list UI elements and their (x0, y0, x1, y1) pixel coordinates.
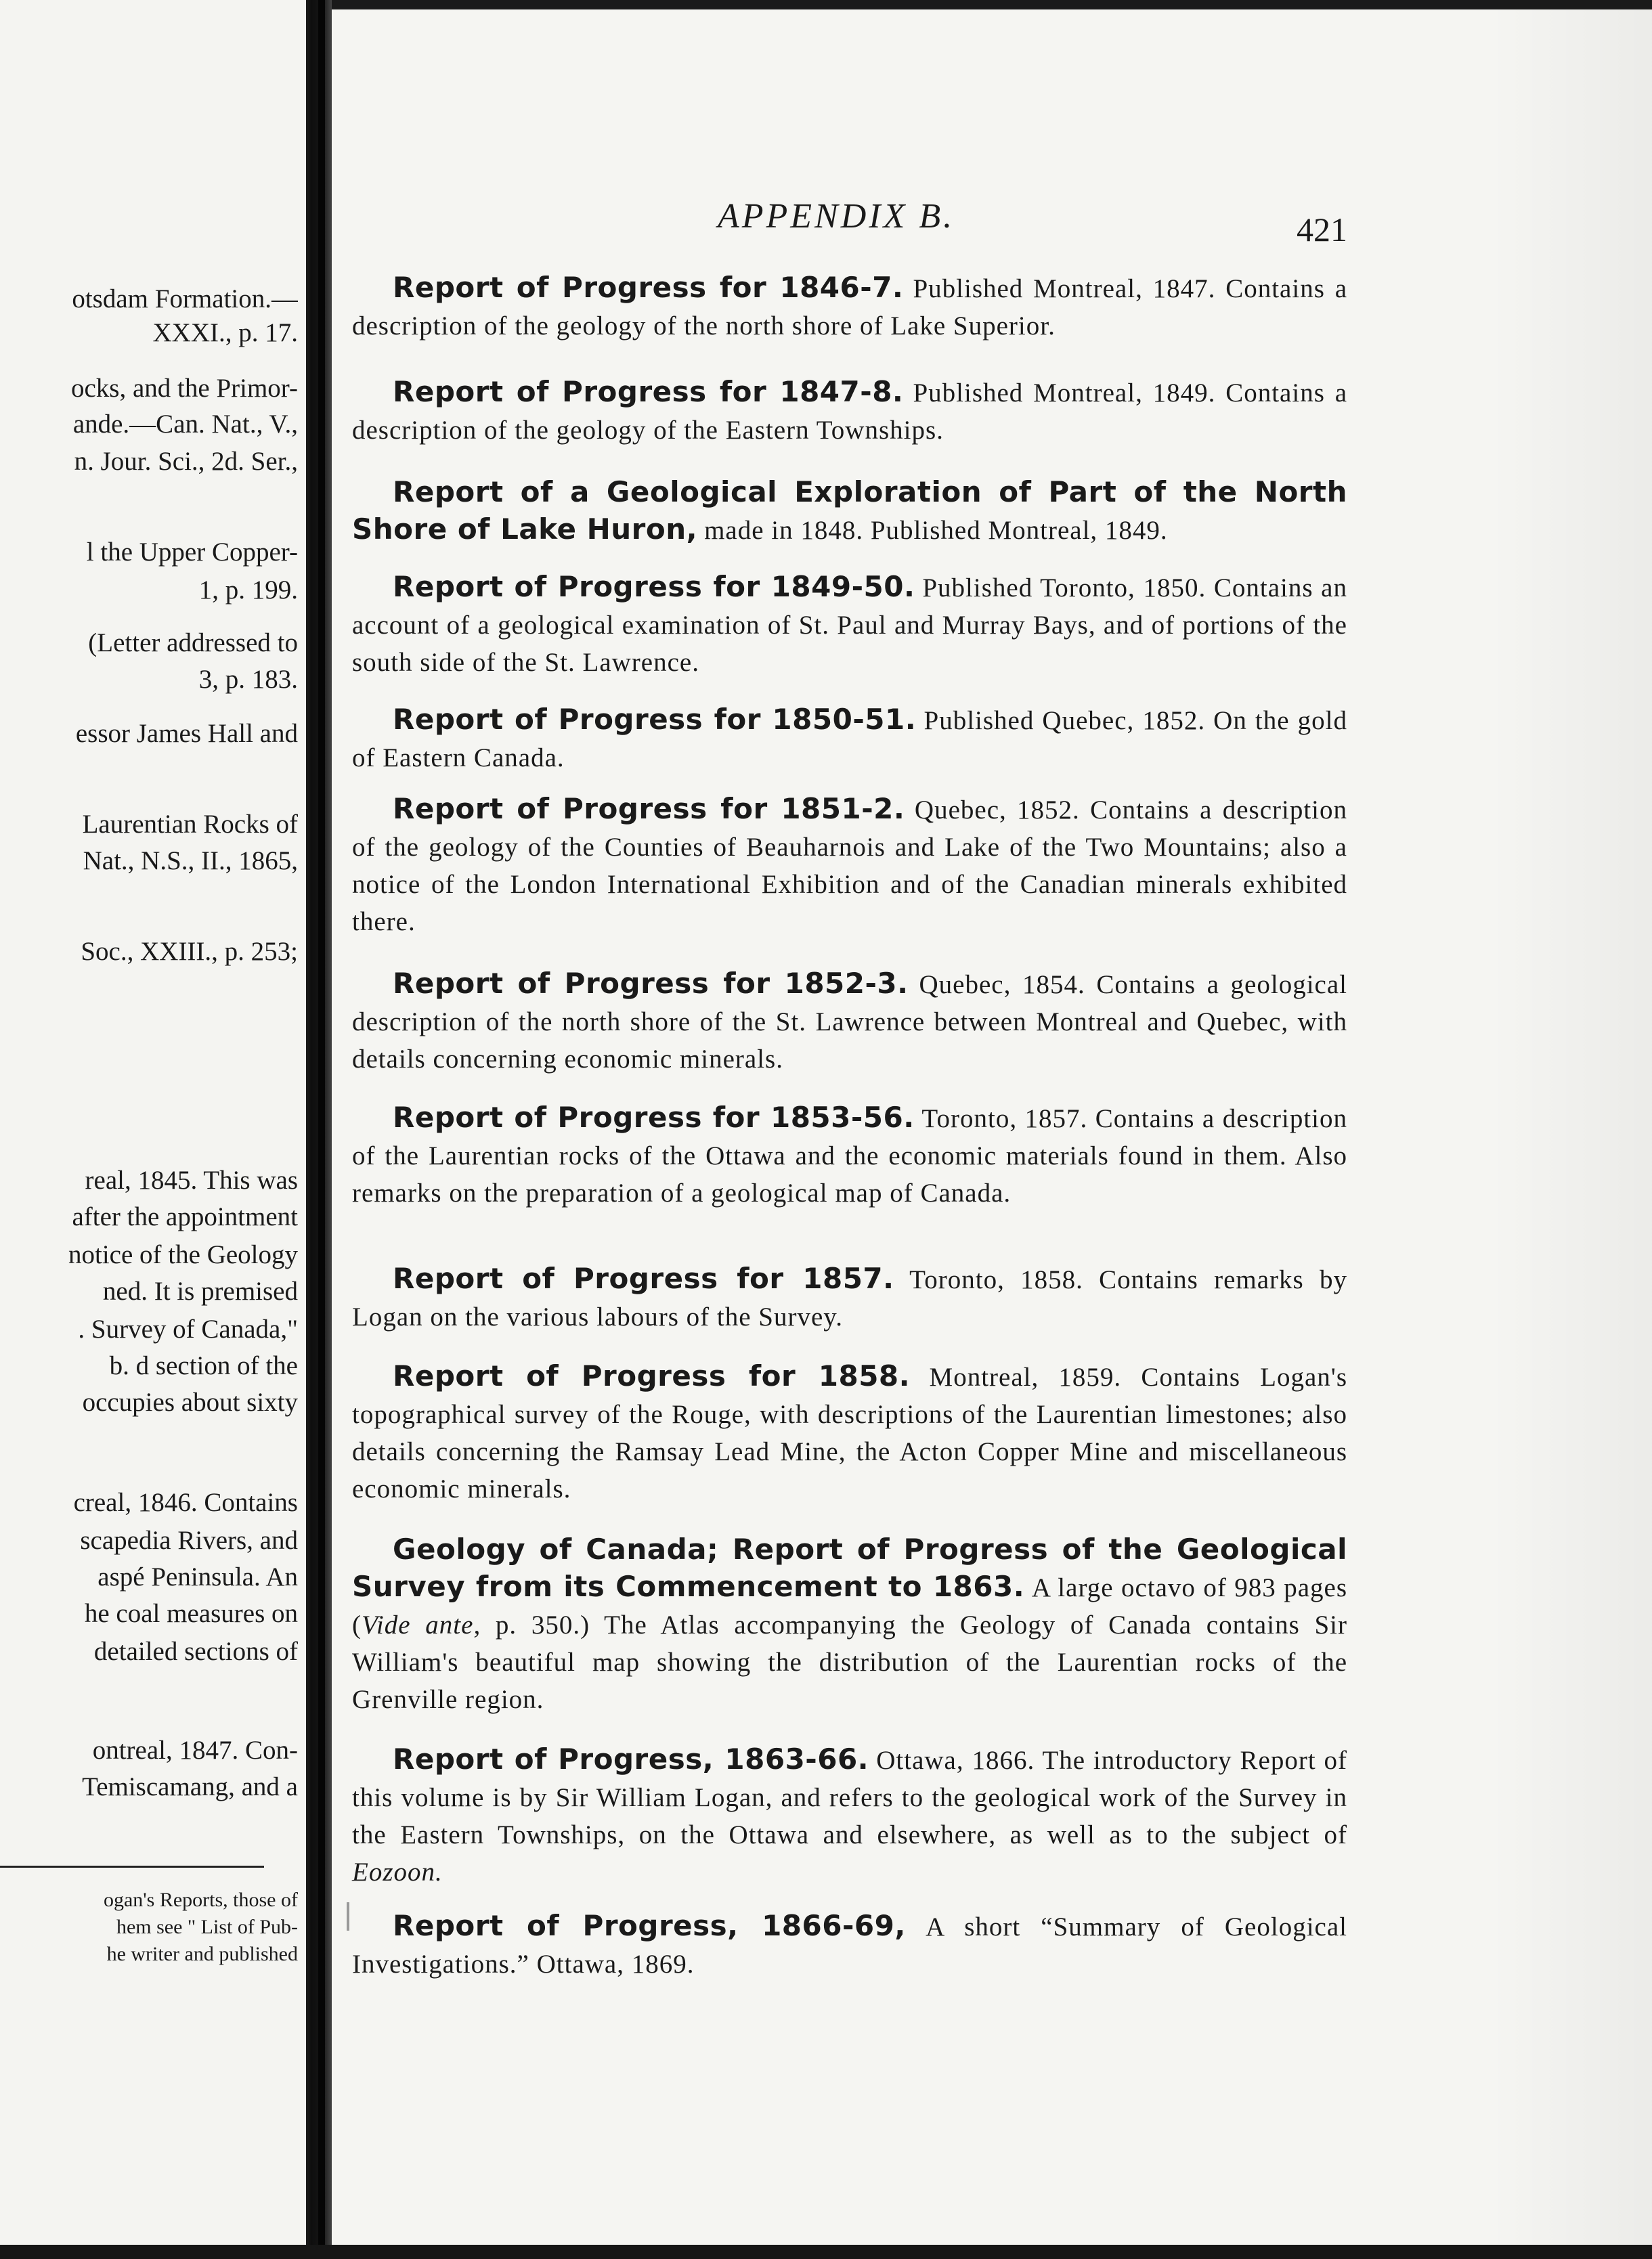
entry-title: Report of Progress for 1849-50. (393, 570, 915, 603)
entry-text-post: p. 350.) The Atlas accompanying the Geology of Canada contains Sir William's beautiful map showing the distribution of the Laurentian rocks of the Grenville region. (352, 1610, 1347, 1714)
left-line: otsdam Formation.— (72, 284, 298, 313)
bibliography-entry (352, 1741, 1347, 1891)
bibliography-entry (352, 374, 1347, 449)
left-line: Nat., N.S., II., 1865, (83, 846, 298, 875)
left-line: occupies about sixty (82, 1388, 298, 1417)
left-line: ocks, and the Primor- (71, 374, 298, 403)
gutter (318, 0, 325, 2259)
entry-title: Report of Progress for 1853-56. (393, 1101, 915, 1134)
left-line: l the Upper Copper- (86, 538, 298, 567)
scan-border-top (332, 0, 1652, 9)
left-line: (Letter addressed to (88, 628, 298, 657)
left-line: 3, p. 183. (198, 665, 298, 694)
scan-border-bottom (0, 2245, 1652, 2259)
bibliography-entry (352, 269, 1347, 345)
left-line: scapedia Rivers, and (80, 1526, 298, 1555)
entry-text: Published Quebec, 1852. On the gold of Eastern Canada. (352, 706, 1347, 772)
bibliography-entry (352, 701, 1347, 776)
left-line: after the appointment (72, 1202, 298, 1231)
entry-text: Toronto, 1857. Contains a description of the Laurentian rocks of the Ottawa and the economic materials found in them. Also remarks on the preparation of a geological map of Canada. (352, 1104, 1347, 1208)
bibliography-entry (352, 1099, 1347, 1212)
left-line: creal, 1846. Contains (73, 1488, 298, 1517)
left-line: Temiscamang, and a (82, 1772, 298, 1801)
entry-text: Toronto, 1858. Contains remarks by Logan on the various labours of the Survey. (352, 1265, 1348, 1332)
left-line: aspé Peninsula. An (97, 1562, 298, 1592)
entry-title: Report of Progress for 1852-3. (393, 967, 909, 1000)
entry-title: Report of a Geological Exploration of Part of the North Shore of Lake Huron, (352, 475, 1347, 546)
left-line: essor James Hall and (75, 719, 298, 748)
entry-title: Report of Progress for 1857. (393, 1262, 894, 1295)
left-line: XXXI., p. 17. (152, 318, 298, 347)
bibliography-entry (352, 1531, 1347, 1718)
footnote-rule (0, 1866, 264, 1868)
left-page (0, 0, 306, 2259)
entry-title: Report of Progress for 1851-2. (393, 792, 905, 825)
entry-text: Published Montreal, 1849. Contains a description of the geology of the Eastern Townships. (352, 378, 1348, 445)
left-line: b. d section of the (109, 1351, 298, 1380)
entry-title: Report of Progress, 1863-66. (393, 1742, 869, 1776)
entry-text-pre: A large octavo of 983 pages ( (352, 1573, 1347, 1640)
left-line: detailed sections of (93, 1637, 298, 1666)
left-line: notice of the Geology (68, 1240, 298, 1269)
left-line: he coal measures on (84, 1599, 298, 1628)
entry-title: Report of Progress, 1866-69, (393, 1909, 906, 1942)
left-line: 1, p. 199. (198, 575, 298, 605)
left-line: Soc., XXIII., p. 253; (81, 937, 298, 966)
entry-text: made in 1848. Published Montreal, 1849. (704, 516, 1168, 545)
left-footnote-line: ogan's Reports, those of (103, 1889, 298, 1911)
left-line: n. Jour. Sci., 2d. Ser., (74, 447, 298, 476)
left-footnote-line: he writer and published (106, 1943, 298, 1965)
entry-text: A short “Summary of Geological Investigations.” Ottawa, 1869. (352, 1912, 1347, 1979)
left-line: ande.—Can. Nat., V., (72, 410, 298, 439)
entry-text: Published Toronto, 1850. Contains an account of a geological examination of St. Paul and Murray Bays, and of portions of the south side of the St. Lawrence. (352, 573, 1347, 677)
bibliography-entry (352, 791, 1347, 940)
entry-title: Geology of Canada; Report of Progress of the Geological Survey from its Commencement to 1863. (352, 1533, 1347, 1603)
entry-text: Montreal, 1859. Contains Logan's topographical survey of the Rouge, with descriptions of the Laurentian limestones; also details concerning the Ramsay Lead Mine, the Acton Copper Mine and miscellaneous economic minerals. (352, 1363, 1348, 1504)
entry-text: Published Montreal, 1847. Contains a description of the geology of the north shore of Lake Superior. (352, 274, 1348, 341)
left-line: Laurentian Rocks of (82, 810, 298, 839)
bibliography-entry (352, 965, 1347, 1078)
left-line: ontreal, 1847. Con- (92, 1736, 298, 1765)
entry-title: Report of Progress for 1846-7. (393, 271, 904, 304)
page-number: 421 (1297, 211, 1347, 248)
page-edge-shade (1490, 0, 1652, 2259)
bibliography-entry (352, 1260, 1347, 1336)
left-line: . Survey of Canada," (78, 1315, 298, 1344)
left-footnote-line: hem see " List of Pub- (116, 1916, 298, 1938)
margin-mark (347, 1902, 349, 1931)
entry-text-italic: Eozoon. (352, 1858, 443, 1887)
left-line: real, 1845. This was (85, 1166, 298, 1195)
entry-text-pre: Ottawa, 1866. The introductory Report of this volume is by Sir William Logan, and refers to the geological work of the Survey in the Eastern Townships, on the Ottawa and elsewhere, as well as to the subject of (352, 1746, 1347, 1849)
left-line: ned. It is premised (102, 1277, 298, 1306)
entry-text: Quebec, 1854. Contains a geological description of the north shore of the St. Lawrence between Montreal and Quebec, with details concerning economic minerals. (352, 970, 1347, 1074)
bibliography-entry (352, 569, 1347, 681)
bibliography-entry (352, 1908, 1347, 1983)
entry-title: Report of Progress for 1850-51. (393, 703, 917, 736)
bibliography-entry (352, 1358, 1347, 1508)
entry-text: Quebec, 1852. Contains a description of the geology of the Counties of Beauharnois and Lake of the Two Mountains; also a notice of the London International Exhibition and of the Canadian minerals exhibited there. (352, 795, 1348, 936)
entry-title: Report of Progress for 1858. (393, 1359, 911, 1392)
entry-text-italic: Vide ante, (362, 1610, 481, 1640)
running-title: APPENDIX B. (718, 197, 955, 236)
bibliography-entry (352, 474, 1347, 549)
entry-title: Report of Progress for 1847-8. (393, 375, 904, 408)
